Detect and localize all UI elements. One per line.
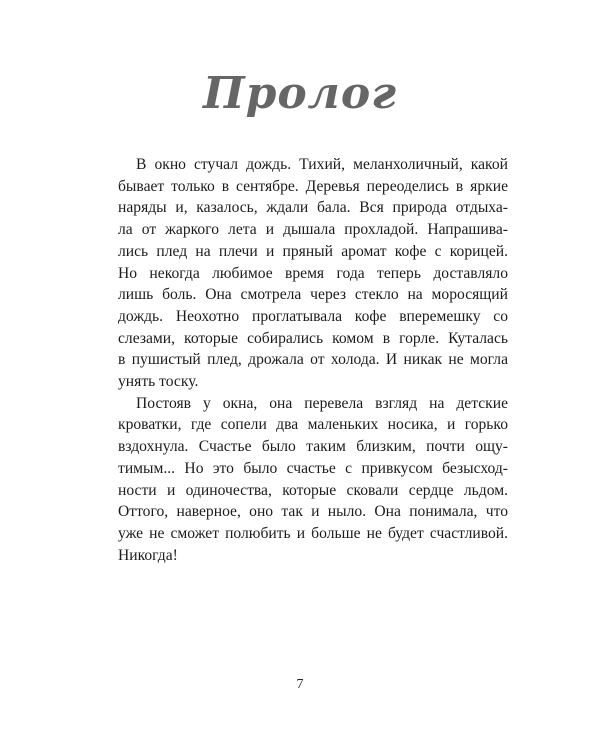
text-line: В окно стучал дождь. Тихий, меланхоличный, какой bbox=[136, 156, 508, 173]
text-line: вздохнула. Счастье было таким близким, почти ощу- bbox=[118, 438, 508, 456]
text-line: Но некогда любимое время года теперь доставляло bbox=[118, 264, 508, 282]
text-line: тимым... Но это было счастье с привкусом безысход- bbox=[118, 459, 508, 477]
text-line: ности и одиночества, которые сковали сердце льдом. bbox=[118, 481, 508, 499]
body-text bbox=[118, 154, 508, 566]
text-line: наряды и, казалось, ждали бала. Вся природа отдыха- bbox=[118, 199, 508, 217]
chapter-title: Пролог bbox=[203, 68, 397, 119]
text-line: слезами, которые собирались комом в горле. Куталась bbox=[118, 329, 508, 347]
text-line: Оттого, наверное, оно так и ныло. Она понимала, что bbox=[118, 503, 508, 521]
text-line: Постояв у окна, она перевела взгляд на детские bbox=[136, 394, 508, 412]
page-number: 7 bbox=[296, 677, 304, 692]
paragraph-2 bbox=[118, 393, 508, 567]
text-line: в пушистый плед, дрожала от холода. И никак не могла bbox=[118, 351, 508, 369]
text-line: кроватки, где сопели два маленьких носика, и горько bbox=[118, 416, 508, 434]
text-line: дождь. Неохотно проглатывала кофе вперемешку со bbox=[118, 307, 508, 325]
text-line: ла от жаркого лета и дышала прохладой. Напрашива- bbox=[118, 221, 508, 239]
paragraph-1 bbox=[118, 154, 508, 393]
text-line: лись плед на плечи и пряный аромат кофе с корицей. bbox=[118, 242, 508, 260]
text-line: лишь боль. Она смотрела через стекло на моросящий bbox=[118, 286, 508, 304]
text-line: уже не сможет полюбить и больше не будет счастливой. bbox=[118, 524, 508, 542]
text-line: бывает только в сентябре. Деревья переоделись в яркие bbox=[118, 177, 508, 195]
text-line: Никогда! bbox=[118, 546, 178, 564]
text-line: унять тоску. bbox=[118, 373, 199, 391]
